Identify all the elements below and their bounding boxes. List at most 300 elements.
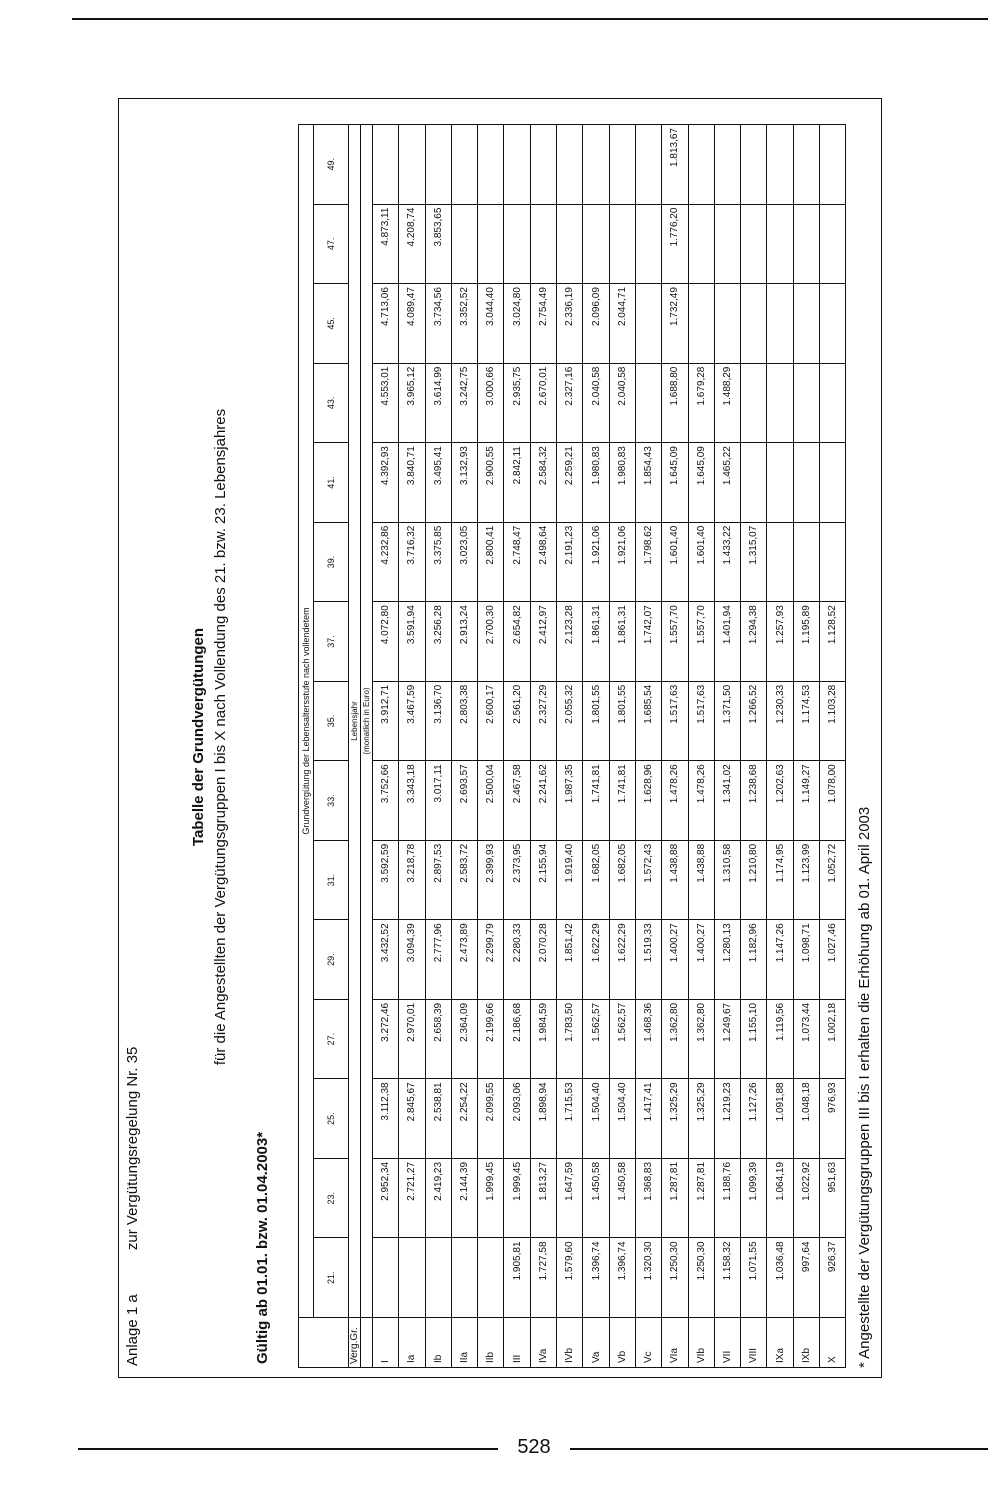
value-cell: 2.364,09 <box>451 999 477 1079</box>
table-row <box>425 125 451 1368</box>
value-cell: 1.022,92 <box>793 1158 819 1238</box>
value-cell: 1.149,27 <box>793 761 819 841</box>
group-cell: IXb <box>793 1318 819 1368</box>
value-cell: 1.098,71 <box>793 920 819 1000</box>
value-cell: 1.396,74 <box>583 1238 609 1318</box>
value-cell: 1.294,38 <box>741 602 767 682</box>
value-cell <box>583 125 609 205</box>
value-cell: 3.132,93 <box>451 443 477 523</box>
value-cell: 2.584,32 <box>530 443 556 523</box>
value-cell: 1.813,27 <box>530 1158 556 1238</box>
group-cell: VIb <box>688 1318 714 1368</box>
value-cell: 3.242,75 <box>451 363 477 443</box>
value-cell: 1.798,62 <box>635 522 661 602</box>
value-cell: 997,64 <box>793 1238 819 1318</box>
page-number: 528 <box>517 1436 551 1458</box>
value-cell <box>820 125 846 205</box>
value-cell: 1.801,55 <box>609 681 635 761</box>
value-cell: 1.064,19 <box>767 1158 793 1238</box>
age-header-row <box>314 125 349 1368</box>
value-cell: 2.803,38 <box>451 681 477 761</box>
group-cell: IIa <box>451 1318 477 1368</box>
value-cell: 2.096,09 <box>583 284 609 364</box>
group-cell: III <box>504 1318 530 1368</box>
value-cell <box>820 363 846 443</box>
footer-line-right <box>570 1448 988 1450</box>
value-cell: 3.136,70 <box>425 681 451 761</box>
value-cell: 1.287,81 <box>688 1158 714 1238</box>
value-cell: 1.688,80 <box>662 363 688 443</box>
value-cell: 1.572,43 <box>635 840 661 920</box>
value-cell: 1.119,56 <box>767 999 793 1079</box>
value-cell: 1.742,07 <box>635 602 661 682</box>
value-cell: 2.055,32 <box>557 681 583 761</box>
value-cell: 3.343,18 <box>399 761 425 841</box>
value-cell: 2.419,23 <box>425 1158 451 1238</box>
value-cell <box>478 125 504 205</box>
value-cell: 3.272,46 <box>373 999 399 1079</box>
value-cell: 1.715,53 <box>557 1079 583 1159</box>
value-cell <box>478 1238 504 1318</box>
lebensjahr-label: Lebensjahr <box>349 125 361 1318</box>
value-cell: 1.396,74 <box>609 1238 635 1318</box>
value-cell <box>741 284 767 364</box>
value-cell: 1.250,30 <box>662 1238 688 1318</box>
value-cell: 4.072,80 <box>373 602 399 682</box>
value-cell: 1.854,43 <box>635 443 661 523</box>
value-cell <box>793 284 819 364</box>
table-row <box>373 125 399 1368</box>
value-cell: 1.433,22 <box>714 522 740 602</box>
anlage-header <box>124 1007 141 1366</box>
value-cell: 1.099,39 <box>741 1158 767 1238</box>
table-row <box>662 125 688 1368</box>
value-cell: 1.195,89 <box>793 602 819 682</box>
value-cell: 1.801,55 <box>583 681 609 761</box>
age-header: 21. <box>314 1238 349 1318</box>
value-cell: 2.280,33 <box>504 920 530 1000</box>
value-cell: 1.685,54 <box>635 681 661 761</box>
value-cell <box>635 204 661 284</box>
group-cell: VII <box>714 1318 740 1368</box>
table-row <box>714 125 740 1368</box>
value-cell: 2.900,55 <box>478 443 504 523</box>
table-row <box>793 125 819 1368</box>
value-cell: 1.310,58 <box>714 840 740 920</box>
table-row <box>399 125 425 1368</box>
value-cell: 2.654,82 <box>504 602 530 682</box>
table-row <box>478 125 504 1368</box>
value-cell: 1.999,45 <box>504 1158 530 1238</box>
page-footer <box>0 1436 1000 1456</box>
value-cell: 3.024,80 <box>504 284 530 364</box>
value-cell: 1.230,33 <box>767 681 793 761</box>
value-cell: 3.000,66 <box>478 363 504 443</box>
value-cell: 1.128,52 <box>820 602 846 682</box>
value-cell: 3.965,12 <box>399 363 425 443</box>
value-cell <box>714 284 740 364</box>
value-cell <box>583 204 609 284</box>
value-cell: 1.921,06 <box>583 522 609 602</box>
value-cell <box>451 204 477 284</box>
monatlich-label: (monatlich in Euro) <box>361 125 373 1318</box>
group-cell: IIb <box>478 1318 504 1368</box>
value-cell: 2.952,34 <box>373 1158 399 1238</box>
value-cell <box>530 125 556 205</box>
value-cell: 1.468,36 <box>635 999 661 1079</box>
value-cell: 1.921,06 <box>609 522 635 602</box>
value-cell: 1.622,29 <box>583 920 609 1000</box>
value-cell: 3.094,39 <box>399 920 425 1000</box>
table-row <box>557 125 583 1368</box>
value-cell <box>504 125 530 205</box>
value-cell: 2.144,39 <box>451 1158 477 1238</box>
age-header: 45. <box>314 284 349 364</box>
value-cell <box>714 125 740 205</box>
value-cell: 3.840,71 <box>399 443 425 523</box>
value-cell <box>793 125 819 205</box>
value-cell: 976,93 <box>820 1079 846 1159</box>
value-cell: 1.861,31 <box>609 602 635 682</box>
value-cell: 2.186,68 <box>504 999 530 1079</box>
value-cell <box>767 125 793 205</box>
value-cell: 2.099,55 <box>478 1079 504 1159</box>
value-cell: 1.562,57 <box>583 999 609 1079</box>
value-cell: 3.467,59 <box>399 681 425 761</box>
value-cell: 1.898,94 <box>530 1079 556 1159</box>
value-cell: 1.517,63 <box>688 681 714 761</box>
value-cell: 1.071,55 <box>741 1238 767 1318</box>
value-cell: 1.002,18 <box>820 999 846 1079</box>
value-cell: 1.905,81 <box>504 1238 530 1318</box>
age-header: 29. <box>314 920 349 1000</box>
value-cell: 1.401,94 <box>714 602 740 682</box>
value-cell: 1.188,76 <box>714 1158 740 1238</box>
value-cell: 2.700,30 <box>478 602 504 682</box>
value-cell: 3.023,05 <box>451 522 477 602</box>
value-cell <box>504 204 530 284</box>
super-header-row <box>299 125 314 1368</box>
value-cell: 3.218,78 <box>399 840 425 920</box>
value-cell <box>635 284 661 364</box>
value-cell: 1.741,81 <box>583 761 609 841</box>
value-cell: 1.645,09 <box>688 443 714 523</box>
table-row <box>635 125 661 1368</box>
value-cell <box>793 443 819 523</box>
value-cell: 2.299,79 <box>478 920 504 1000</box>
value-cell: 1.362,80 <box>688 999 714 1079</box>
value-cell <box>609 125 635 205</box>
value-cell <box>478 204 504 284</box>
value-cell: 2.561,20 <box>504 681 530 761</box>
table-subtitle: für die Angestellten der Vergütungsgruppen I bis X nach Vollendung des 21. bzw. 23. Lebensjahres <box>212 408 229 1066</box>
value-cell: 1.249,67 <box>714 999 740 1079</box>
valid-from: Gültig ab 01.01. bzw. 01.04.2003* <box>254 1131 271 1364</box>
value-cell: 1.036,48 <box>767 1238 793 1318</box>
super-header: Grundvergütung der Lebensaltersstufe nach vollendetem <box>299 125 314 1318</box>
value-cell: 3.432,52 <box>373 920 399 1000</box>
value-cell: 1.155,10 <box>741 999 767 1079</box>
value-cell <box>399 1238 425 1318</box>
value-cell: 1.980,83 <box>609 443 635 523</box>
value-cell <box>425 1238 451 1318</box>
group-cell: VIII <box>741 1318 767 1368</box>
value-cell: 2.600,17 <box>478 681 504 761</box>
value-cell: 1.266,52 <box>741 681 767 761</box>
value-cell: 1.400,27 <box>662 920 688 1000</box>
value-cell: 2.373,95 <box>504 840 530 920</box>
value-cell <box>688 284 714 364</box>
value-cell: 1.622,29 <box>609 920 635 1000</box>
value-cell: 1.123,99 <box>793 840 819 920</box>
age-header: 33. <box>314 761 349 841</box>
value-cell: 3.752,66 <box>373 761 399 841</box>
value-cell: 2.800,41 <box>478 522 504 602</box>
value-cell: 2.538,81 <box>425 1079 451 1159</box>
value-cell: 1.919,40 <box>557 840 583 920</box>
value-cell: 4.232,86 <box>373 522 399 602</box>
value-cell: 2.199,66 <box>478 999 504 1079</box>
value-cell: 2.913,24 <box>451 602 477 682</box>
age-header: 23. <box>314 1158 349 1238</box>
value-cell: 2.412,97 <box>530 602 556 682</box>
value-cell: 4.873,11 <box>373 204 399 284</box>
value-cell <box>688 204 714 284</box>
age-header: 27. <box>314 999 349 1079</box>
footnote: * Angestellte der Vergütungsgruppen III bis I erhalten die Erhöhung ab 01. April 2003 <box>856 806 873 1368</box>
value-cell: 1.557,70 <box>688 602 714 682</box>
value-cell: 2.123,28 <box>557 602 583 682</box>
value-cell: 3.495,41 <box>425 443 451 523</box>
value-cell: 2.670,01 <box>530 363 556 443</box>
group-cell: IVa <box>530 1318 556 1368</box>
value-cell: 1.158,32 <box>714 1238 740 1318</box>
value-cell <box>793 363 819 443</box>
value-cell: 1.601,40 <box>662 522 688 602</box>
value-cell: 1.362,80 <box>662 999 688 1079</box>
value-cell <box>373 1238 399 1318</box>
value-cell: 1.325,29 <box>662 1079 688 1159</box>
table-row <box>741 125 767 1368</box>
value-cell: 3.112,38 <box>373 1079 399 1159</box>
group-cell: I <box>373 1318 399 1368</box>
value-cell: 3.614,99 <box>425 363 451 443</box>
age-header: 25. <box>314 1079 349 1159</box>
value-cell: 2.845,67 <box>399 1079 425 1159</box>
value-cell: 1.315,07 <box>741 522 767 602</box>
age-header: 43. <box>314 363 349 443</box>
value-cell <box>767 443 793 523</box>
value-cell: 1.601,40 <box>688 522 714 602</box>
value-cell <box>451 1238 477 1318</box>
value-cell: 3.591,94 <box>399 602 425 682</box>
value-cell: 1.103,28 <box>820 681 846 761</box>
value-cell <box>793 204 819 284</box>
value-cell: 1.679,28 <box>688 363 714 443</box>
group-cell: Va <box>583 1318 609 1368</box>
value-cell: 1.341,02 <box>714 761 740 841</box>
empty-cell <box>361 1318 373 1368</box>
value-cell: 4.089,47 <box>399 284 425 364</box>
value-cell: 1.174,53 <box>793 681 819 761</box>
value-cell: 3.352,52 <box>451 284 477 364</box>
group-label-cell <box>299 1318 349 1368</box>
value-cell: 2.583,72 <box>451 840 477 920</box>
value-cell: 3.853,65 <box>425 204 451 284</box>
lebensjahr-row <box>349 125 361 1368</box>
value-cell: 2.970,01 <box>399 999 425 1079</box>
value-cell: 1.127,26 <box>741 1079 767 1159</box>
value-cell <box>741 125 767 205</box>
value-cell: 1.519,33 <box>635 920 661 1000</box>
age-header: 47. <box>314 204 349 284</box>
age-header: 39. <box>314 522 349 602</box>
salary-rows <box>373 125 846 1368</box>
value-cell: 1.450,58 <box>583 1158 609 1238</box>
value-cell: 1.504,40 <box>583 1079 609 1159</box>
value-cell: 1.371,50 <box>714 681 740 761</box>
value-cell: 1.280,13 <box>714 920 740 1000</box>
value-cell: 2.155,94 <box>530 840 556 920</box>
value-cell: 1.732,49 <box>662 284 688 364</box>
value-cell: 2.467,58 <box>504 761 530 841</box>
value-cell: 3.734,56 <box>425 284 451 364</box>
value-cell: 2.721,27 <box>399 1158 425 1238</box>
value-cell: 2.093,06 <box>504 1079 530 1159</box>
value-cell: 3.912,71 <box>373 681 399 761</box>
group-label: Verg.Gr. <box>349 1318 361 1368</box>
value-cell: 1.027,46 <box>820 920 846 1000</box>
value-cell: 1.517,63 <box>662 681 688 761</box>
value-cell: 2.754,49 <box>530 284 556 364</box>
value-cell: 926,37 <box>820 1238 846 1318</box>
value-cell: 1.182,96 <box>741 920 767 1000</box>
age-header: 49. <box>314 125 349 205</box>
value-cell: 2.336,19 <box>557 284 583 364</box>
value-cell <box>767 204 793 284</box>
value-cell: 1.091,88 <box>767 1079 793 1159</box>
value-cell: 1.073,44 <box>793 999 819 1079</box>
value-cell: 1.478,26 <box>688 761 714 841</box>
value-cell: 3.716,32 <box>399 522 425 602</box>
value-cell <box>609 204 635 284</box>
value-cell <box>793 522 819 602</box>
value-cell: 1.325,29 <box>688 1079 714 1159</box>
value-cell <box>741 443 767 523</box>
value-cell: 2.259,21 <box>557 443 583 523</box>
group-cell: IVb <box>557 1318 583 1368</box>
value-cell <box>820 284 846 364</box>
value-cell: 1.851,42 <box>557 920 583 1000</box>
value-cell: 1.776,20 <box>662 204 688 284</box>
value-cell: 2.777,96 <box>425 920 451 1000</box>
value-cell: 1.682,05 <box>583 840 609 920</box>
value-cell <box>820 522 846 602</box>
value-cell <box>530 204 556 284</box>
value-cell: 1.980,83 <box>583 443 609 523</box>
value-cell: 2.327,29 <box>530 681 556 761</box>
group-cell: VIa <box>662 1318 688 1368</box>
value-cell: 1.478,26 <box>662 761 688 841</box>
value-cell: 2.500,04 <box>478 761 504 841</box>
value-cell: 1.741,81 <box>609 761 635 841</box>
value-cell: 2.935,75 <box>504 363 530 443</box>
value-cell: 1.628,96 <box>635 761 661 841</box>
value-cell: 951,63 <box>820 1158 846 1238</box>
value-cell <box>635 125 661 205</box>
value-cell: 1.202,63 <box>767 761 793 841</box>
value-cell: 2.748,47 <box>504 522 530 602</box>
value-cell: 1.078,00 <box>820 761 846 841</box>
value-cell: 1.287,81 <box>662 1158 688 1238</box>
value-cell <box>820 204 846 284</box>
value-cell: 1.238,68 <box>741 761 767 841</box>
group-cell: X <box>820 1318 846 1368</box>
value-cell: 1.488,29 <box>714 363 740 443</box>
value-cell: 2.327,16 <box>557 363 583 443</box>
value-cell: 1.210,80 <box>741 840 767 920</box>
value-cell: 3.044,40 <box>478 284 504 364</box>
value-cell: 2.897,53 <box>425 840 451 920</box>
value-cell: 1.562,57 <box>609 999 635 1079</box>
value-cell <box>557 125 583 205</box>
value-cell: 4.208,74 <box>399 204 425 284</box>
value-cell: 1.647,59 <box>557 1158 583 1238</box>
value-cell <box>714 204 740 284</box>
value-cell: 1.052,72 <box>820 840 846 920</box>
value-cell: 1.250,30 <box>688 1238 714 1318</box>
table-row <box>451 125 477 1368</box>
value-cell: 1.417,41 <box>635 1079 661 1159</box>
value-cell: 2.842,11 <box>504 443 530 523</box>
value-cell: 2.658,39 <box>425 999 451 1079</box>
table-row <box>820 125 846 1368</box>
value-cell: 2.070,28 <box>530 920 556 1000</box>
group-cell: Ia <box>399 1318 425 1368</box>
value-cell <box>741 363 767 443</box>
monatlich-row <box>361 125 373 1368</box>
value-cell: 4.553,01 <box>373 363 399 443</box>
table-row <box>530 125 556 1368</box>
value-cell: 1.984,59 <box>530 999 556 1079</box>
value-cell: 2.498,64 <box>530 522 556 602</box>
value-cell <box>741 204 767 284</box>
value-cell: 3.592,59 <box>373 840 399 920</box>
group-cell: Ib <box>425 1318 451 1368</box>
value-cell: 1.320,30 <box>635 1238 661 1318</box>
age-header: 41. <box>314 443 349 523</box>
group-cell: IXa <box>767 1318 793 1368</box>
value-cell: 1.438,88 <box>662 840 688 920</box>
table-title: Tabelle der Grundvergütungen <box>190 627 207 847</box>
value-cell: 1.174,95 <box>767 840 793 920</box>
value-cell: 2.040,58 <box>583 363 609 443</box>
value-cell <box>820 443 846 523</box>
value-cell: 1.219,23 <box>714 1079 740 1159</box>
group-cell: Vc <box>635 1318 661 1368</box>
value-cell <box>373 125 399 205</box>
table-row <box>504 125 530 1368</box>
value-cell: 2.254,22 <box>451 1079 477 1159</box>
value-cell: 4.713,06 <box>373 284 399 364</box>
value-cell: 2.693,57 <box>451 761 477 841</box>
value-cell: 2.399,93 <box>478 840 504 920</box>
value-cell: 2.473,89 <box>451 920 477 1000</box>
value-cell <box>557 204 583 284</box>
value-cell: 1.438,88 <box>688 840 714 920</box>
value-cell <box>635 363 661 443</box>
group-cell: Vb <box>609 1318 635 1368</box>
